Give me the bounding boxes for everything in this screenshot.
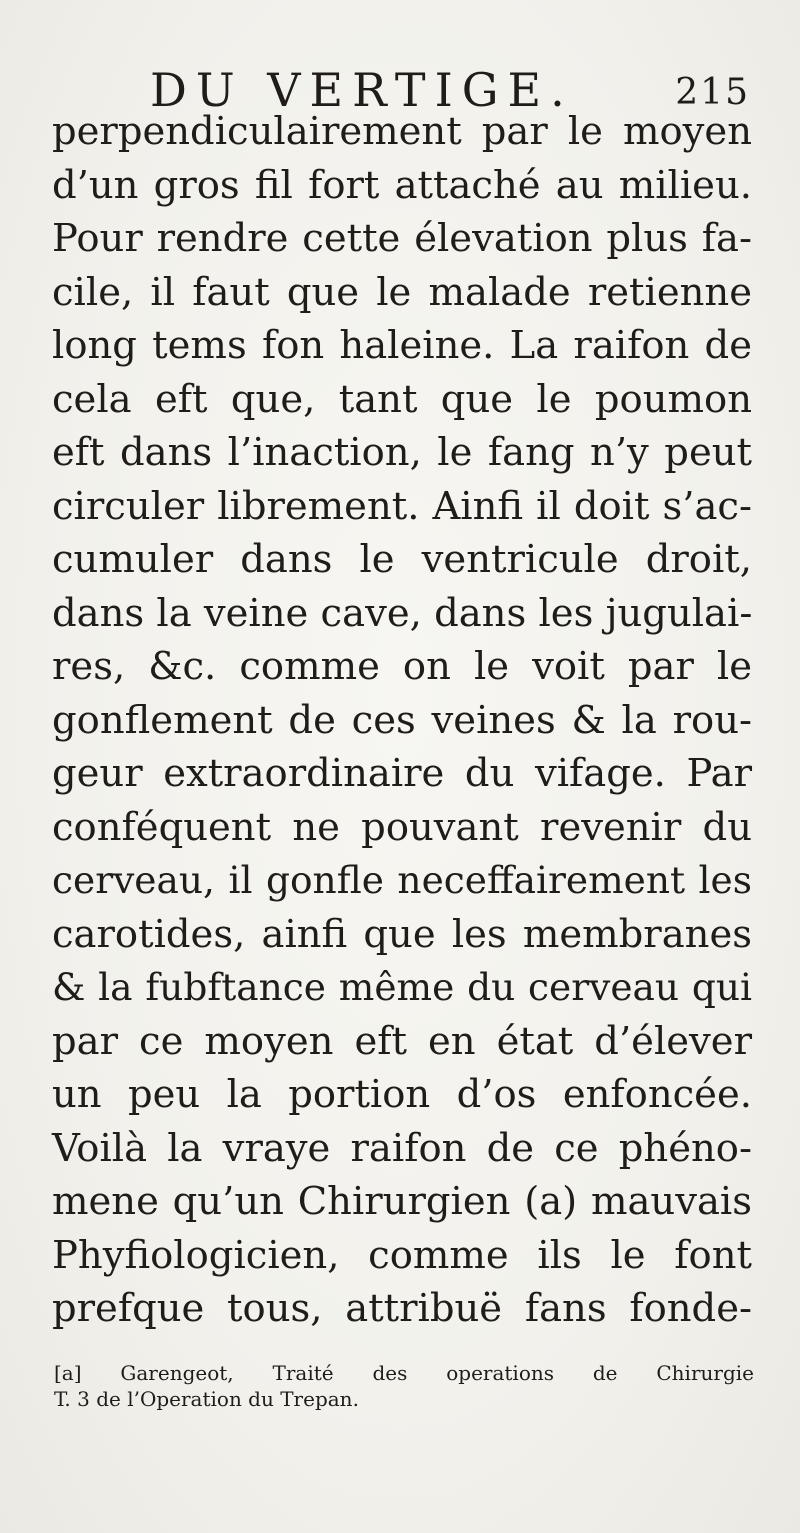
- footnote: [54, 1360, 754, 1412]
- text-line: perpendiculairement par le moyen: [52, 109, 752, 154]
- text-line: d’un gros fil fort attaché au milieu.: [52, 162, 752, 208]
- text-line: geur extraordinaire du vifage. Par: [52, 751, 752, 796]
- running-title: DU VERTIGE.: [150, 63, 574, 117]
- text-line: Phyfiologicien, comme ils le font: [52, 1232, 752, 1278]
- text-line: conféquent ne pouvant revenir du: [52, 804, 752, 850]
- text-line: cile, il faut que le malade retienne: [52, 269, 752, 315]
- text-line: cerveau, il gonfle neceffairement les: [52, 858, 752, 902]
- text-line: un peu la portion d’os enfoncée.: [52, 1072, 752, 1117]
- text-line: gonflement de ces veines & la rou-: [52, 697, 752, 743]
- text-line: dans la veine cave, dans les jugulai-: [52, 590, 753, 636]
- text-line: Pour rendre cette élevation plus fa-: [52, 216, 752, 261]
- page-number: 215: [675, 72, 750, 113]
- body-text: [52, 105, 752, 1336]
- text-line: carotides, ainfi que les membranes: [52, 911, 752, 957]
- text-line: & la fubftance même du cerveau qui: [52, 965, 752, 1009]
- text-line: res, &c. comme on le voit par le: [52, 644, 752, 689]
- text-line: eft dans l’inaction, le fang n’y peut: [52, 430, 752, 475]
- text-line: Voilà la vraye raifon de ce phéno-: [52, 1125, 752, 1171]
- text-line: cela eft que, tant que le poumon: [52, 376, 752, 422]
- text-line: par ce moyen eft en état d’élever: [52, 1018, 752, 1064]
- text-line: mene qu’un Chirurgien (a) mauvais: [52, 1179, 752, 1224]
- text-line: circuler librement. Ainfi il doit s’ac-: [52, 483, 752, 529]
- footnote-line: T. 3 de l’Operation du Trepan.: [54, 1387, 359, 1411]
- text-line: long tems fon haleine. La raifon de: [52, 323, 752, 368]
- text-line: prefque tous, attribuë fans fonde-: [52, 1286, 752, 1331]
- footnote-line: [a] Garengeot, Traité des operations de Chirurgie: [54, 1361, 754, 1385]
- text-line: cumuler dans le ventricule droit,: [52, 537, 752, 582]
